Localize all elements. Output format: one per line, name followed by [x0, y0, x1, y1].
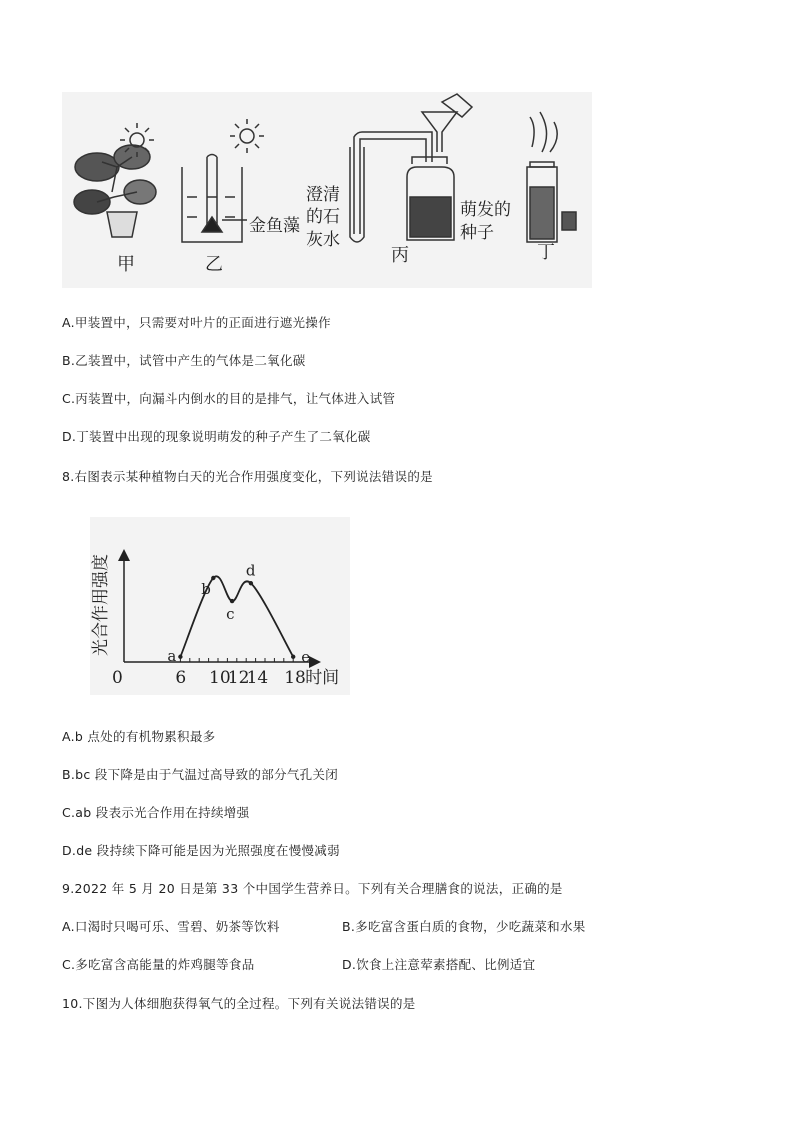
- q7-option-a: A.甲装置中，只需要对叶片的正面进行遮光操作: [62, 315, 331, 330]
- x-axis-label: 时间: [305, 668, 340, 688]
- experiment-setups-figure: [62, 92, 592, 288]
- q8-option-d: D.de 段持续下降可能是因为光照强度在慢慢减弱: [62, 843, 340, 858]
- x-tick-label: 18: [284, 668, 306, 688]
- label-ding: 丁: [537, 242, 555, 263]
- photosynthesis-chart-svg: [90, 517, 350, 695]
- q9-option-a: A.口渴时只喝可乐、雪碧、奶茶等饮料: [62, 919, 280, 934]
- point-label-a: a: [167, 646, 177, 665]
- x-tick-label: 12: [227, 668, 250, 688]
- point-a: [178, 655, 182, 659]
- y-axis-label: 光合作用强度: [91, 554, 111, 656]
- label-limewater-line3: 灰水: [306, 230, 340, 250]
- q7-option-b: B.乙装置中，试管中产生的气体是二氧化碳: [62, 353, 306, 368]
- flask-seeds-funnel-setup: [350, 94, 472, 242]
- point-c: [230, 599, 234, 603]
- point-label-b: b: [201, 580, 211, 598]
- label-limewater-line1: 澄清: [306, 185, 340, 205]
- point-b: [211, 576, 215, 580]
- label-goldfish-weed: 金鱼藻: [249, 216, 300, 236]
- x-tick-label: 0: [112, 668, 123, 688]
- label-seeds-line1: 萌发的: [460, 200, 511, 220]
- label-limewater-line2: 的石: [306, 207, 340, 227]
- beaker-goldfish-weed: [182, 155, 247, 243]
- x-tick-label: 14: [246, 668, 269, 688]
- q9-option-d: D.饮食上注意荤素搭配、比例适宜: [342, 957, 536, 972]
- sun-icon-2: [230, 119, 264, 153]
- q8-option-c: C.ab 段表示光合作用在持续增强: [62, 805, 250, 820]
- q9-option-c: C.多吃富含高能量的炸鸡腿等食品: [62, 957, 255, 972]
- point-label-c: c: [226, 605, 235, 624]
- q9-option-b: B.多吃富含蛋白质的食物，少吃蔬菜和水果: [342, 919, 586, 934]
- q9-stem: 9.2022 年 5 月 20 日是第 33 个中国学生营养日。下列有关合理膳食的说法，正确的是: [62, 881, 563, 896]
- label-jia: 甲: [117, 254, 135, 275]
- q7-option-d: D.丁装置中出现的现象说明萌发的种子产生了二氧化碳: [62, 429, 371, 444]
- potted-plant-illustration: [74, 145, 156, 237]
- point-d: [249, 581, 253, 585]
- label-bing: 丙: [391, 245, 409, 266]
- point-label-d: d: [245, 561, 256, 580]
- q8-option-b: B.bc 段下降是由于气温过高导致的部分气孔关闭: [62, 767, 339, 782]
- photosynthesis-curve: [180, 576, 293, 656]
- q8-option-a: A.b 点处的有机物累积最多: [62, 729, 216, 744]
- label-seeds-line2: 种子: [460, 223, 494, 243]
- photosynthesis-chart: [90, 517, 350, 695]
- label-yi: 乙: [205, 254, 223, 275]
- x-tick-label: 6: [175, 668, 187, 688]
- q7-option-c: C.丙装置中，向漏斗内倒水的目的是排气，让气体进入试管: [62, 391, 396, 406]
- point-e: [291, 655, 295, 659]
- q10-stem: 10.下图为人体细胞获得氧气的全过程。下列有关说法错误的是: [62, 996, 416, 1011]
- point-label-e: e: [301, 647, 311, 666]
- q8-stem: 8.右图表示某种植物白天的光合作用强度变化，下列说法错误的是: [62, 469, 433, 484]
- jar-seeds-setup: [527, 112, 576, 242]
- x-tick-label: 10: [209, 668, 231, 688]
